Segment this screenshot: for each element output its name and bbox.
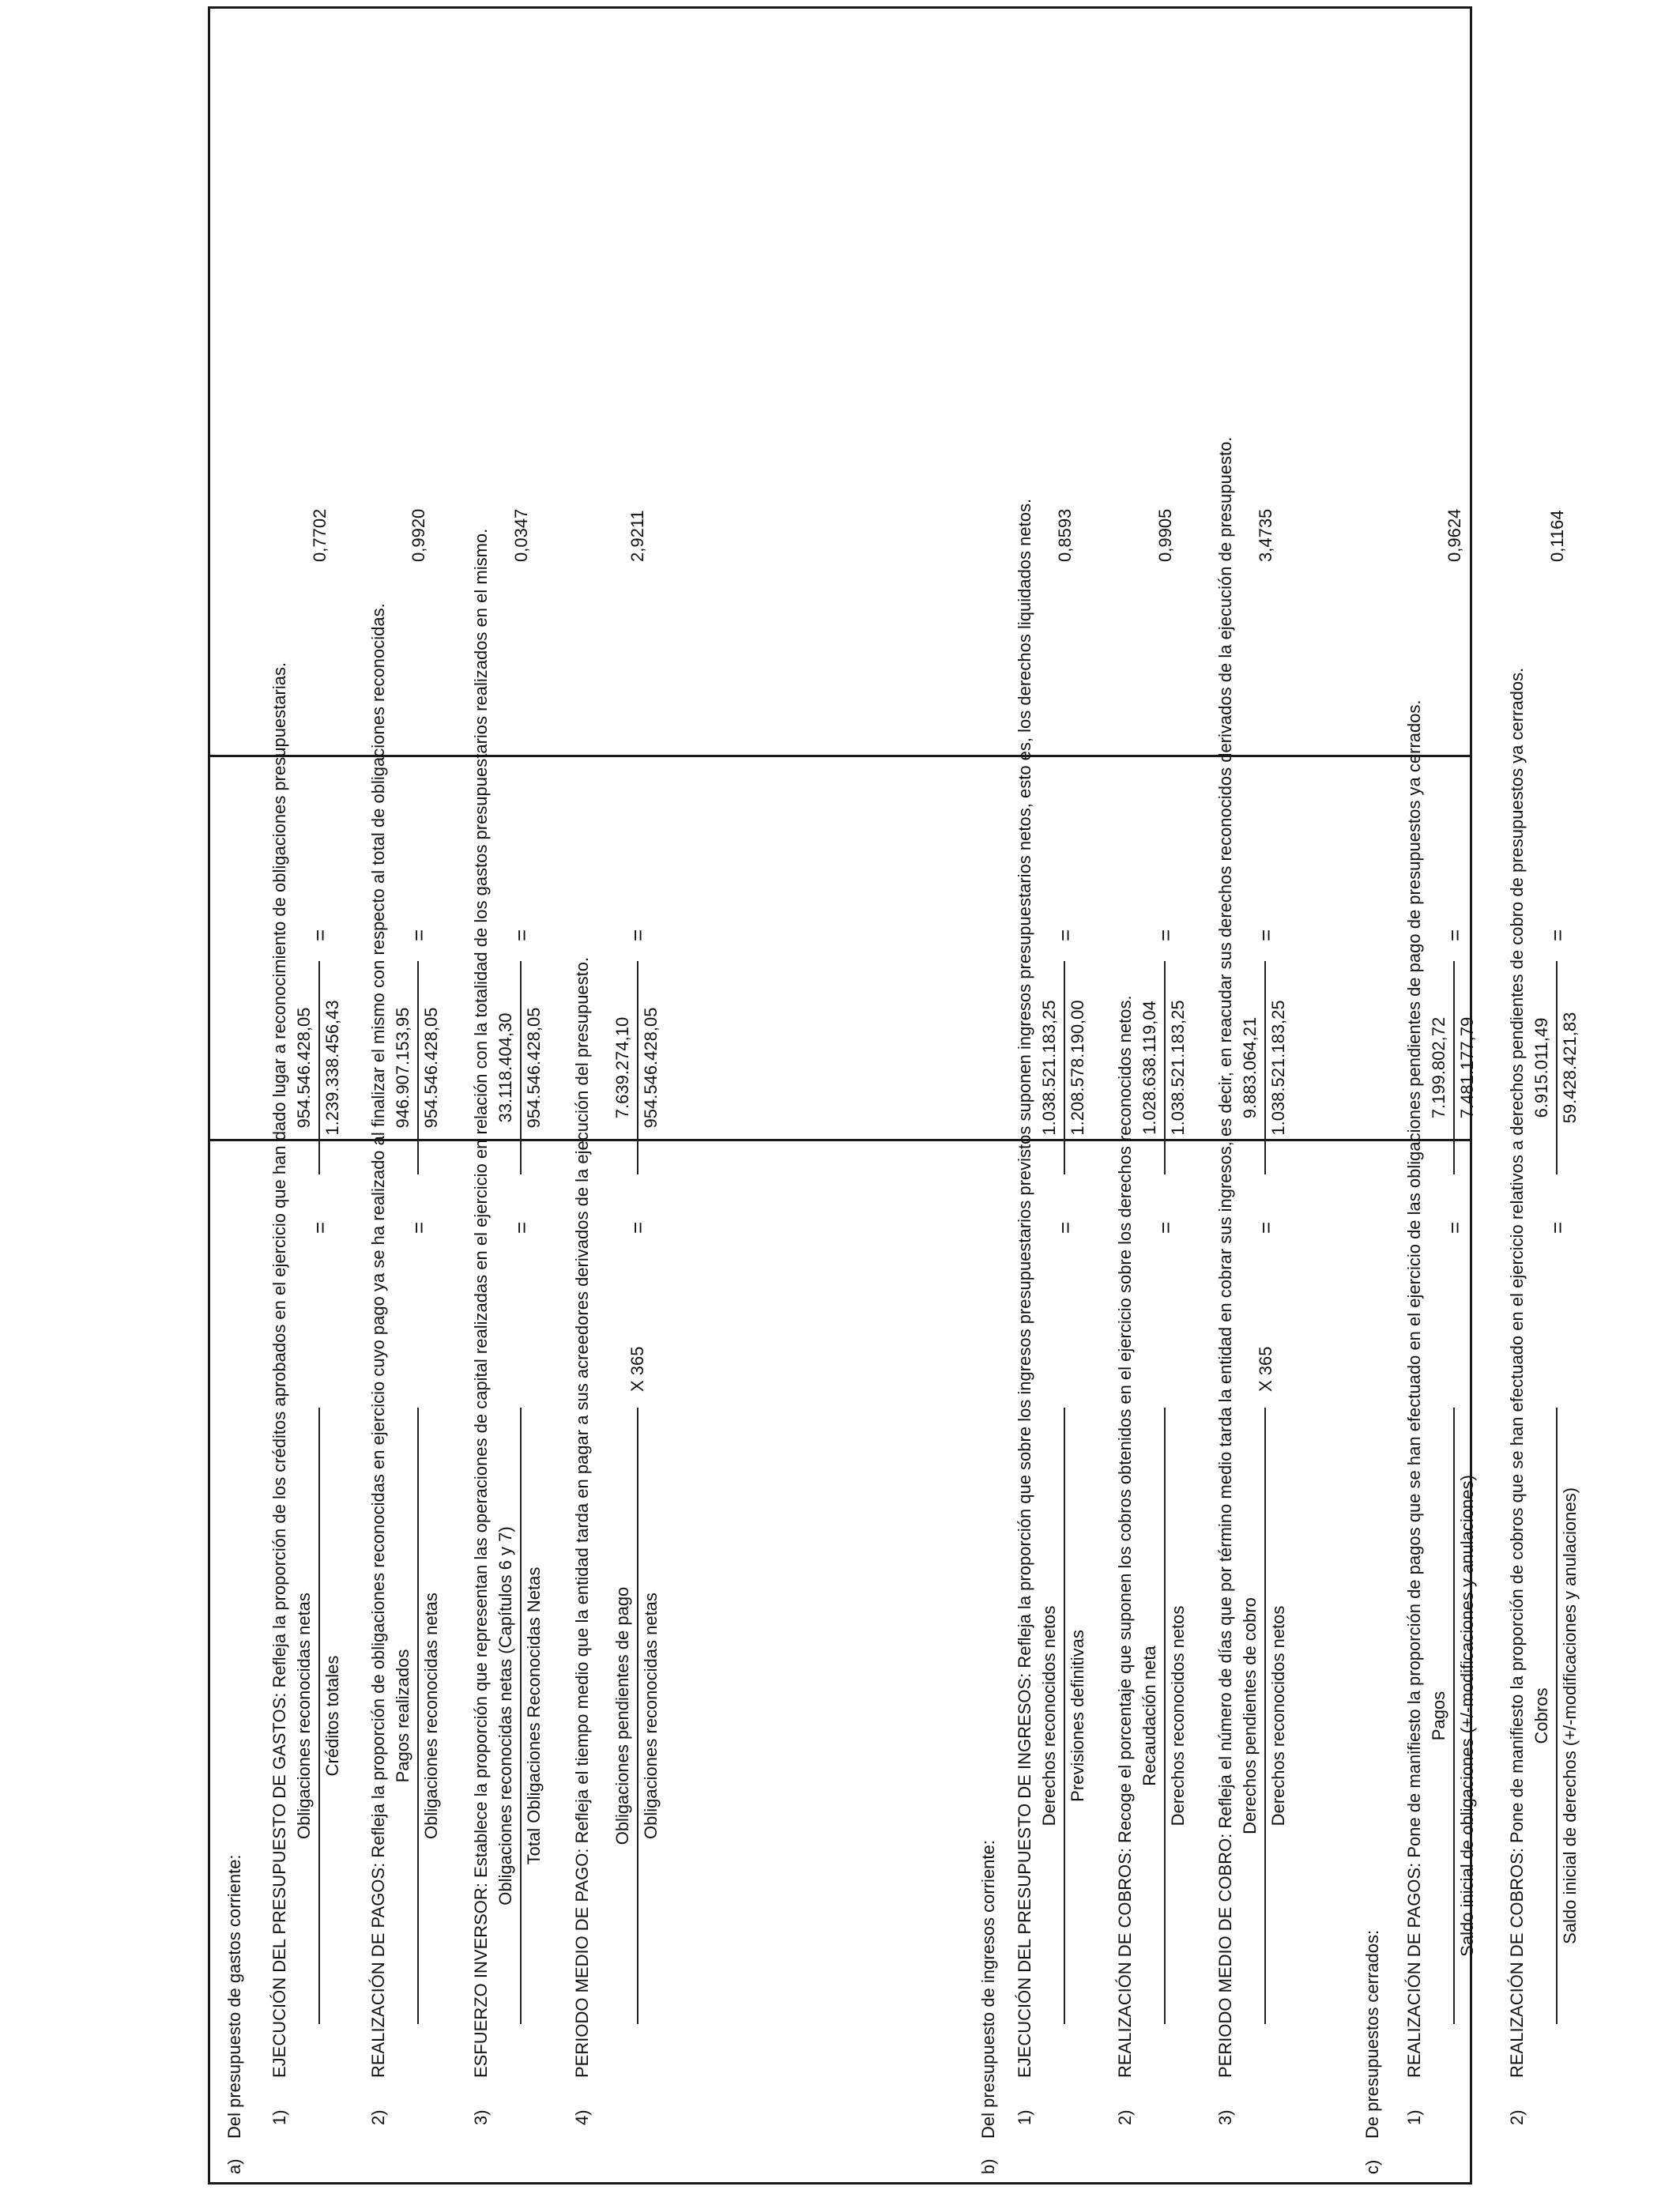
- item-number: 3): [1215, 2109, 1235, 2125]
- value-numerator: 7.199.802,72: [1429, 1016, 1448, 1119]
- fraction-line: [1064, 961, 1065, 1174]
- label-numerator: Recaudación neta: [1139, 1646, 1159, 1786]
- fraction-line: [520, 961, 522, 1174]
- fraction-line: [1556, 1408, 1558, 2024]
- equals-sign: =: [308, 1221, 332, 1234]
- equals-sign: =: [1053, 929, 1077, 941]
- equals-sign: =: [510, 1221, 533, 1234]
- value-denominator: 59.428.421,83: [1560, 1012, 1580, 1124]
- section-a: [210, 9, 661, 2182]
- fraction-line: [1453, 1408, 1455, 2024]
- item-heading: EJECUCIÓN DEL PRESUPUESTO DE INGRESOS: Refleja la proporción que sobre los ingresos presupuestarios previstos suponen ingresos presupuestarios netos, esto es, los derechos liquidados netos.: [1015, 498, 1034, 2078]
- result-value: 0,1164: [1547, 510, 1567, 562]
- value-numerator: 1.038.521.183,25: [1039, 1000, 1059, 1136]
- label-numerator: Obligaciones pendientes de pago: [612, 1586, 632, 1845]
- label-denominator: Derechos reconocidos netos: [1268, 1605, 1288, 1826]
- label-numerator: Cobros: [1531, 1687, 1551, 1744]
- item-heading: PERIODO MEDIO DE COBRO: Refleja el número de días que por término medio tarda la entidad en cobrar sus ingresos, es decir, en reacudar sus derechos reconocidos derivados de la ejecución de presupuesto.: [1215, 436, 1235, 2078]
- equals-sign: =: [626, 1221, 650, 1234]
- fraction-line: [1164, 961, 1166, 1174]
- equals-sign: =: [1254, 929, 1278, 941]
- section-letter: b): [978, 2158, 998, 2174]
- item-number: 2): [1115, 2109, 1135, 2125]
- equals-sign: =: [1154, 1221, 1177, 1234]
- value-numerator: 7.639.274,10: [612, 1016, 632, 1119]
- fraction-line: [637, 1408, 638, 2024]
- equals-sign: =: [407, 1221, 431, 1234]
- section-letter: c): [1362, 2159, 1382, 2174]
- equals-sign: =: [1443, 929, 1467, 941]
- document-frame: [208, 6, 1580, 2185]
- equals-sign: =: [1053, 1221, 1077, 1234]
- fraction-line: [1264, 1408, 1266, 2024]
- fraction-line: [318, 961, 320, 1174]
- rotated-page: [210, 9, 1580, 2182]
- item-heading: ESFUERZO INVERSOR: Establece la proporción que representan las operaciones de capital realizadas en el ejercicio en relación con la totalidad de los gastos presupuestarios realizados en el mismo.: [471, 528, 491, 2078]
- value-denominator: 954.546.428,05: [641, 1007, 661, 1129]
- label-denominator: Créditos totales: [322, 1655, 342, 1777]
- multiplier: X 365: [627, 1346, 647, 1392]
- label-numerator: Pagos: [1429, 1691, 1448, 1741]
- section-letter: a): [224, 2158, 244, 2174]
- item-heading: REALIZACIÓN DE COBROS: Recoge el porcentaje que suponen los cobros obtenidos en el ejercicio sobre los derechos reconocidos netos.: [1115, 995, 1135, 2078]
- fraction-line: [1064, 1408, 1065, 2024]
- value-denominator: 954.546.428,05: [524, 1007, 544, 1129]
- equals-sign: =: [1443, 1221, 1467, 1234]
- value-denominator: 1.239.338.456,43: [322, 1000, 342, 1136]
- section-title: De presupuestos cerrados:: [1362, 1929, 1382, 2139]
- fraction-line: [1264, 961, 1266, 1174]
- value-denominator: 1.038.521.183,25: [1268, 1000, 1288, 1136]
- result-value: 0,8593: [1055, 508, 1075, 562]
- label-numerator: Obligaciones reconocidas netas: [294, 1593, 314, 1839]
- value-denominator: 954.546.428,05: [421, 1007, 441, 1129]
- equals-sign: =: [1546, 1221, 1569, 1234]
- section-c: [1345, 9, 1580, 2182]
- fraction-line: [417, 1408, 419, 2024]
- equals-sign: =: [1546, 929, 1569, 941]
- label-denominator: Total Obligaciones Reconocidas Netas: [524, 1566, 544, 1865]
- value-numerator: 954.546.428,05: [294, 1007, 314, 1129]
- item-number: 2): [1507, 2109, 1527, 2125]
- item-heading: REALIZACIÓN DE COBROS: Pone de manifiesto la proporción de cobros que se han efectuado en el ejercicio relativos a derechos pendientes de cobro de presupuestos ya cerrados.: [1507, 667, 1527, 2078]
- label-denominator: Derechos reconocidos netos: [1168, 1605, 1188, 1826]
- fraction-line: [520, 1408, 522, 2024]
- value-numerator: 33.118.404,30: [495, 1012, 515, 1123]
- value-denominator: 1.208.578.190,00: [1068, 1000, 1087, 1136]
- equals-sign: =: [626, 929, 650, 941]
- section-title: Del presupuesto de ingresos corriente:: [978, 1840, 998, 2139]
- fraction-line: [318, 1408, 320, 2024]
- label-denominator: Previsiones definitivas: [1068, 1630, 1087, 1802]
- fraction-line: [1453, 961, 1455, 1174]
- item-number: 1): [1015, 2109, 1034, 2125]
- fraction-line: [637, 961, 638, 1174]
- result-value: 0,9624: [1445, 508, 1464, 562]
- item-number: 4): [572, 2109, 592, 2125]
- equals-sign: =: [1154, 929, 1177, 941]
- value-denominator: 1.038.521.183,25: [1168, 1000, 1188, 1136]
- item-number: 1): [269, 2109, 289, 2125]
- multiplier: X 365: [1256, 1346, 1275, 1392]
- label-numerator: Obligaciones reconocidas netas (Capítulos 6 y 7): [495, 1526, 515, 1906]
- equals-sign: =: [1254, 1221, 1278, 1234]
- fraction-line: [417, 961, 419, 1174]
- equals-sign: =: [407, 929, 431, 941]
- item-heading: REALIZACIÓN DE PAGOS: Pone de manifiesto la proporción de pagos que se han efectuado en el ejercicio de las obligaciones pendientes de pago de presupuestos ya cerrados.: [1404, 699, 1424, 2078]
- value-numerator: 6.915.011,49: [1531, 1017, 1551, 1118]
- label-denominator: Obligaciones reconocidas netas: [641, 1593, 661, 1839]
- item-number: 1): [1404, 2109, 1424, 2125]
- result-value: 2,9211: [627, 510, 647, 562]
- equals-sign: =: [510, 929, 533, 941]
- label-denominator: Saldo inicial de derechos (+/-modificaciones y anulaciones): [1560, 1487, 1580, 1944]
- label-denominator: Saldo inicial de obligaciones (+/-modificaciones y anulaciones): [1457, 1475, 1477, 1957]
- item-heading: PERIODO MEDIO DE PAGO: Refleja el tiempo medio que la entidad tarda en pagar a sus acreedores derivados de la ejecución del presupuesto.: [572, 956, 592, 2078]
- label-numerator: Derechos reconocidos netos: [1039, 1605, 1059, 1826]
- value-numerator: 9.883.064,21: [1240, 1016, 1260, 1119]
- label-numerator: Derechos pendientes de cobro: [1240, 1597, 1260, 1834]
- result-value: 0,9920: [409, 508, 428, 562]
- item-number: 3): [471, 2109, 491, 2125]
- item-number: 2): [368, 2109, 388, 2125]
- result-value: 3,4735: [1256, 508, 1275, 562]
- label-denominator: Obligaciones reconocidas netas: [421, 1593, 441, 1839]
- item-heading: REALIZACIÓN DE PAGOS: Refleja la proporción de obligaciones reconocidas en ejercicio cuyo pago ya se ha realizado al finalizar el mismo con respecto al total de obligaciones reconocidas.: [368, 603, 388, 2078]
- item-heading: EJECUCIÓN DEL PRESUPUESTO DE GASTOS: Refleja la proporción de los créditos aprobados en el ejercicio que han dado lugar a reconocimiento de obligaciones presupuestarias.: [269, 662, 289, 2078]
- result-value: 0,0347: [511, 508, 531, 562]
- section-title: Del presupuesto de gastos corriente:: [224, 1854, 244, 2139]
- equals-sign: =: [308, 929, 332, 941]
- value-numerator: 1.028.638.119,04: [1139, 1001, 1159, 1135]
- value-denominator: 7.481.177,79: [1457, 1016, 1477, 1119]
- fraction-line: [1164, 1408, 1166, 2024]
- value-numerator: 946.907.153,95: [393, 1007, 412, 1129]
- fraction-line: [1556, 961, 1558, 1174]
- section-b: [961, 9, 1288, 2182]
- label-numerator: Pagos realizados: [393, 1649, 412, 1783]
- result-value: 0,7702: [310, 508, 330, 562]
- result-value: 0,9905: [1155, 508, 1175, 562]
